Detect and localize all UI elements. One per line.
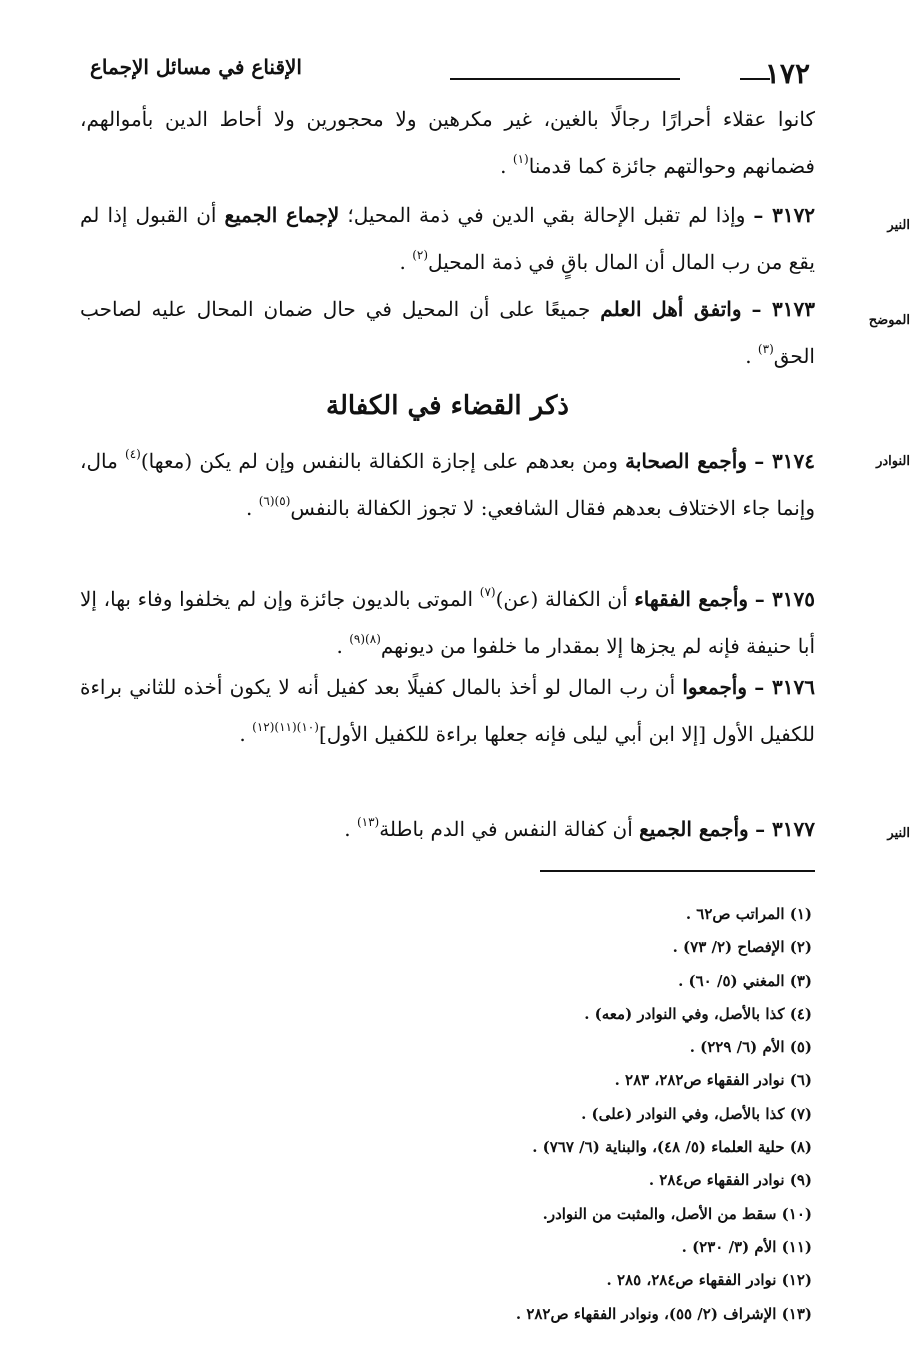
footnote: (٨) حلية العلماء (٥/ ٤٨)، والبناية (٦/ ٧٦٧) .: [532, 1138, 812, 1157]
footnote: (٧) كذا بالأصل، وفي النوادر (على) .: [581, 1104, 812, 1123]
header-rule: [450, 78, 680, 80]
footnote: (٤) كذا بالأصل، وفي النوادر (معه) .: [584, 1004, 812, 1023]
footnote-ref[interactable]: (٤): [125, 447, 141, 461]
footnote-ref[interactable]: (٢): [412, 248, 429, 262]
footnote: (١) المراتب ص٦٢ .: [685, 905, 812, 923]
footnote-ref[interactable]: (٧): [479, 585, 496, 599]
footnote: (٣) المغني (٥/ ٦٠) .: [678, 971, 812, 990]
issue-number: ٣١٧٢ –: [753, 203, 816, 227]
margin-source-label: النير: [887, 218, 910, 233]
footnote: (١٢) نوادر الفقهاء ص٢٨٤، ٢٨٥ .: [606, 1271, 812, 1290]
footnote-ref[interactable]: (٣): [757, 342, 774, 356]
margin-source-label: الموضح: [868, 313, 910, 328]
running-header: [90, 44, 820, 90]
footnote: (١١) الأم (٣/ ٢٣٠) .: [681, 1237, 812, 1256]
page-number: ١٧٢: [764, 57, 810, 90]
paragraph-3176: ٣١٧٦ – وأجمعوا أن رب المال لو أخذ بالمال كفيلًا بعد كفيل أنه لا يكون أخذه للثاني براءة للكفيل الأول [إلا ابن أبي ليلى فإنه جعلها براءة للكفيل الأول]$^{(١٠)(١١)(١٢)}$ .: [80, 675, 816, 746]
margin-source-label: النير: [887, 826, 910, 841]
paragraph-3172: ٣١٧٢ – وإذا لم تقبل الإحالة بقي الدين في ذمة المحيل؛ لإجماع الجميع أن القبول إذا لم يقع من رب المال أن المال باقٍ في ذمة المحيل$^{(٢)}$ .: [80, 203, 816, 274]
issue-number: ٣١٧٤ –: [754, 449, 816, 473]
footnote-ref[interactable]: (٥)(٦): [258, 494, 291, 508]
footnote: (٦) نوادر الفقهاء ص٢٨٢، ٢٨٣ .: [614, 1071, 812, 1090]
margin-source-label: النوادر: [876, 454, 910, 469]
issue-number: ٣١٧٣ –: [751, 297, 815, 321]
paragraph-3173: ٣١٧٣ – واتفق أهل العلم جميعًا على أن المحيل في حال ضمان المحال عليه لصاحب الحق$^{(٣)}$ .: [80, 297, 815, 368]
issue-number: ٣١٧٦ –: [754, 675, 816, 699]
issue-number: ٣١٧٥ –: [754, 587, 816, 611]
footnote-ref[interactable]: (١٣): [356, 815, 380, 829]
book-title: الإقناع في مسائل الإجماع: [90, 55, 302, 79]
section-heading: ذكر القضاء في الكفالة: [326, 391, 569, 421]
issue-number: ٣١٧٧ –: [755, 817, 815, 841]
footnote: (٩) نوادر الفقهاء ص٢٨٤ .: [648, 1171, 812, 1190]
footnote-ref[interactable]: (١): [512, 152, 529, 166]
paragraph-3175: ٣١٧٥ – وأجمع الفقهاء أن الكفالة (عن)$^{(٧)}$ الموتى بالديون جائزة وإن لم يخلفوا وفاء بها، إلا أبا حنيفة فإنه لم يجزها إلا بمقدار ما خلفوا من ديونهم$^{(٨)(٩)}$ .: [80, 585, 816, 658]
paragraph-3174: ٣١٧٤ – وأجمع الصحابة ومن بعدهم على إجازة الكفالة بالنفس وإن لم يكن (معها)$^{(٤)}$ مال، وإنما جاء الاختلاف بعدهم فقال الشافعي: لا تجوز الكفالة بالنفس$^{(٥)(٦)}$ .: [80, 447, 816, 520]
footnote-ref[interactable]: (١٠)(١١)(١٢): [252, 720, 319, 734]
footnote-separator: [540, 870, 815, 872]
footnote-ref[interactable]: (٨)(٩): [349, 632, 381, 646]
paragraph-3177: ٣١٧٧ – وأجمع الجميع أن كفالة النفس في الدم باطلة$^{(١٣)}$ .: [344, 815, 815, 841]
footnote: (٢) الإفصاح (٢/ ٧٣) .: [672, 938, 812, 957]
footnotes-list: [212, 898, 812, 1331]
header-rule: [740, 78, 770, 80]
footnote: (٥) الأم (٦/ ٢٢٩) .: [689, 1038, 812, 1057]
footnote: (١٣) الإشراف (٢/ ٥٥)، ونوادر الفقهاء ص٢٨٢ .: [515, 1304, 812, 1323]
paragraph: كانوا عقلاء أحرارًا رجالًا بالغين، غير مكرهين ولا محجورين ولا أحاط الدين بأموالهم، فضمانهم وحوالتهم جائزة كما قدمنا$^{(١)}$ .: [80, 107, 815, 178]
footnote: (١٠) سقط من الأصل، والمثبت من النوادر.: [542, 1204, 812, 1223]
